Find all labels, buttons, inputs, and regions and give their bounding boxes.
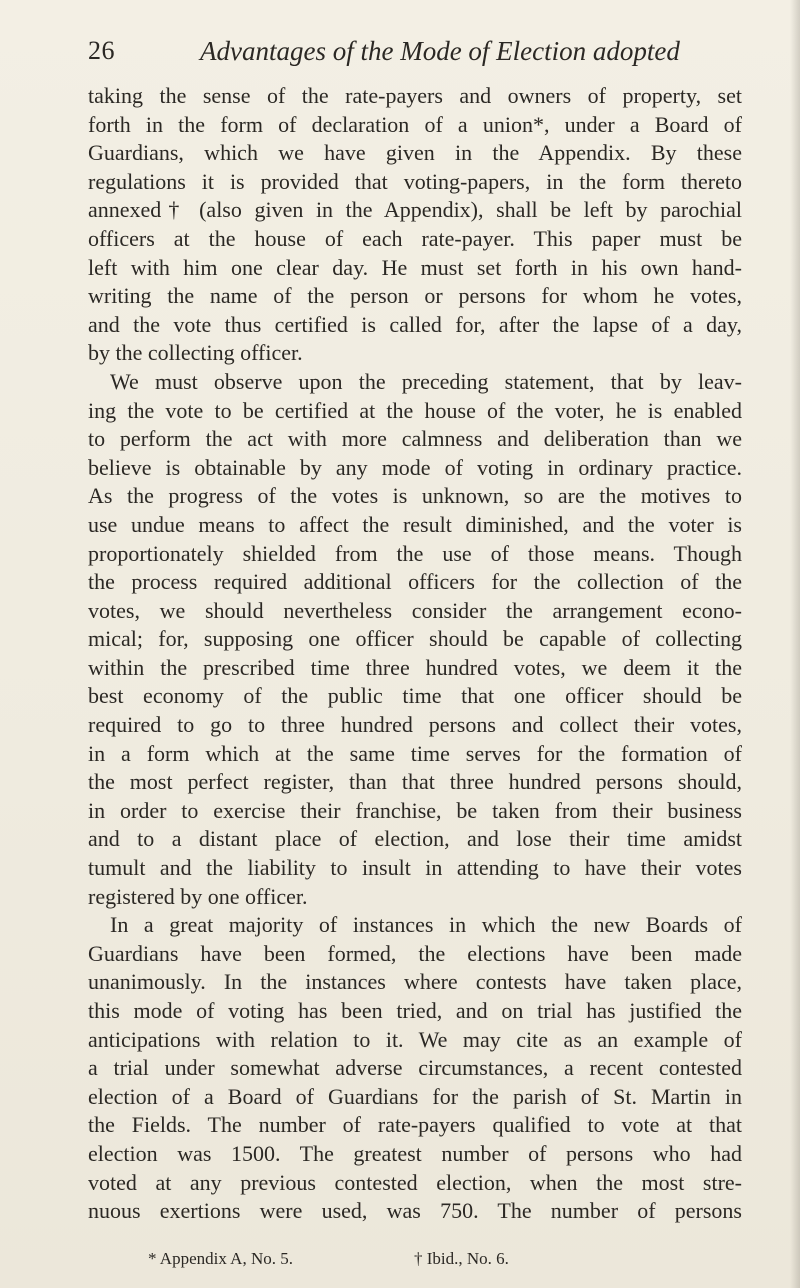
- text-line: in a form which at the same time serves for the formation of: [88, 740, 742, 766]
- text-line: voted at any previous contested election, when the most stre-: [88, 1169, 742, 1195]
- text-line: by the collecting officer.: [88, 340, 303, 366]
- text-line: unanimously. In the instances where contests have taken place,: [88, 969, 742, 995]
- text-line: registered by one officer.: [88, 883, 308, 909]
- text-line: Guardians, which we have given in the Appendix. By these: [88, 140, 742, 166]
- text-line: We must observe upon the preceding statement, that by leav-: [110, 368, 742, 394]
- footnote-ibid: † Ibid., No. 6.: [414, 1249, 509, 1268]
- text-line: forth in the form of declaration of a union*, under a Board of: [88, 111, 742, 137]
- text-line: writing the name of the person or persons for whom he votes,: [88, 283, 742, 309]
- text-line: the process required additional officers for the collection of the: [88, 569, 742, 595]
- text-line: proportionately shielded from the use of those means. Though: [88, 540, 742, 566]
- text-line: In a great majority of instances in which the new Boards of: [110, 912, 742, 938]
- text-line: taking the sense of the rate-payers and owners of property, set: [88, 83, 742, 108]
- text-line: ing the vote to be certified at the house of the voter, he is enabled: [88, 397, 742, 423]
- running-title: Advantages of the Mode of Election adopted: [200, 36, 680, 66]
- text-line: the most perfect register, than that three hundred persons should,: [88, 769, 742, 795]
- text-line: mical; for, supposing one officer should be capable of collecting: [88, 626, 742, 652]
- text-line: required to go to three hundred persons and collect their votes,: [88, 712, 742, 738]
- text-line: annexed† (also given in the Appendix), shall be left by parochial: [88, 197, 742, 223]
- text-line: in order to exercise their franchise, be taken from their business: [88, 797, 742, 823]
- page-edge-shadow: [790, 0, 800, 1288]
- text-line: nuous exertions were used, was 750. The number of persons: [88, 1198, 742, 1224]
- text-line: As the progress of the votes is unknown, so are the motives to: [88, 483, 742, 509]
- text-line: best economy of the public time that one officer should be: [88, 683, 742, 709]
- text-line: use undue means to affect the result diminished, and the voter is: [88, 511, 742, 537]
- text-line: election of a Board of Guardians for the parish of St. Martin in: [88, 1083, 742, 1109]
- text-line: a trial under somewhat adverse circumstances, a recent contested: [88, 1055, 742, 1081]
- text-line: Guardians have been formed, the elections have been made: [88, 940, 742, 966]
- text-line: and the vote thus certified is called for, after the lapse of a day,: [88, 311, 742, 337]
- text-line: tumult and the liability to insult in attending to have their votes: [88, 855, 742, 881]
- text-line: within the prescribed time three hundred votes, we deem it the: [88, 654, 742, 680]
- text-line: believe is obtainable by any mode of voting in ordinary practice.: [88, 454, 742, 480]
- text-line: and to a distant place of election, and lose their time amidst: [88, 826, 742, 852]
- text-line: anticipations with relation to it. We may cite as an example of: [88, 1026, 742, 1052]
- text-line: this mode of voting has been tried, and on trial has justified the: [88, 998, 742, 1023]
- text-line: the Fields. The number of rate-payers qualified to vote at that: [88, 1112, 742, 1138]
- footnote-appendix: * Appendix A, No. 5.: [148, 1249, 293, 1268]
- page-number: 26: [88, 36, 115, 65]
- text-line: to perform the act with more calmness and deliberation than we: [88, 426, 742, 452]
- text-line: votes, we should nevertheless consider the arrangement econo-: [88, 597, 742, 623]
- text-line: election was 1500. The greatest number of persons who had: [88, 1140, 742, 1166]
- text-line: left with him one clear day. He must set forth in his own hand-: [88, 254, 742, 280]
- footnotes: [148, 1249, 668, 1273]
- text-line: officers at the house of each rate-payer. This paper must be: [88, 225, 742, 251]
- page-header: [88, 36, 748, 76]
- text-line: regulations it is provided that voting-papers, in the form thereto: [88, 168, 742, 194]
- body-text: [88, 82, 742, 1226]
